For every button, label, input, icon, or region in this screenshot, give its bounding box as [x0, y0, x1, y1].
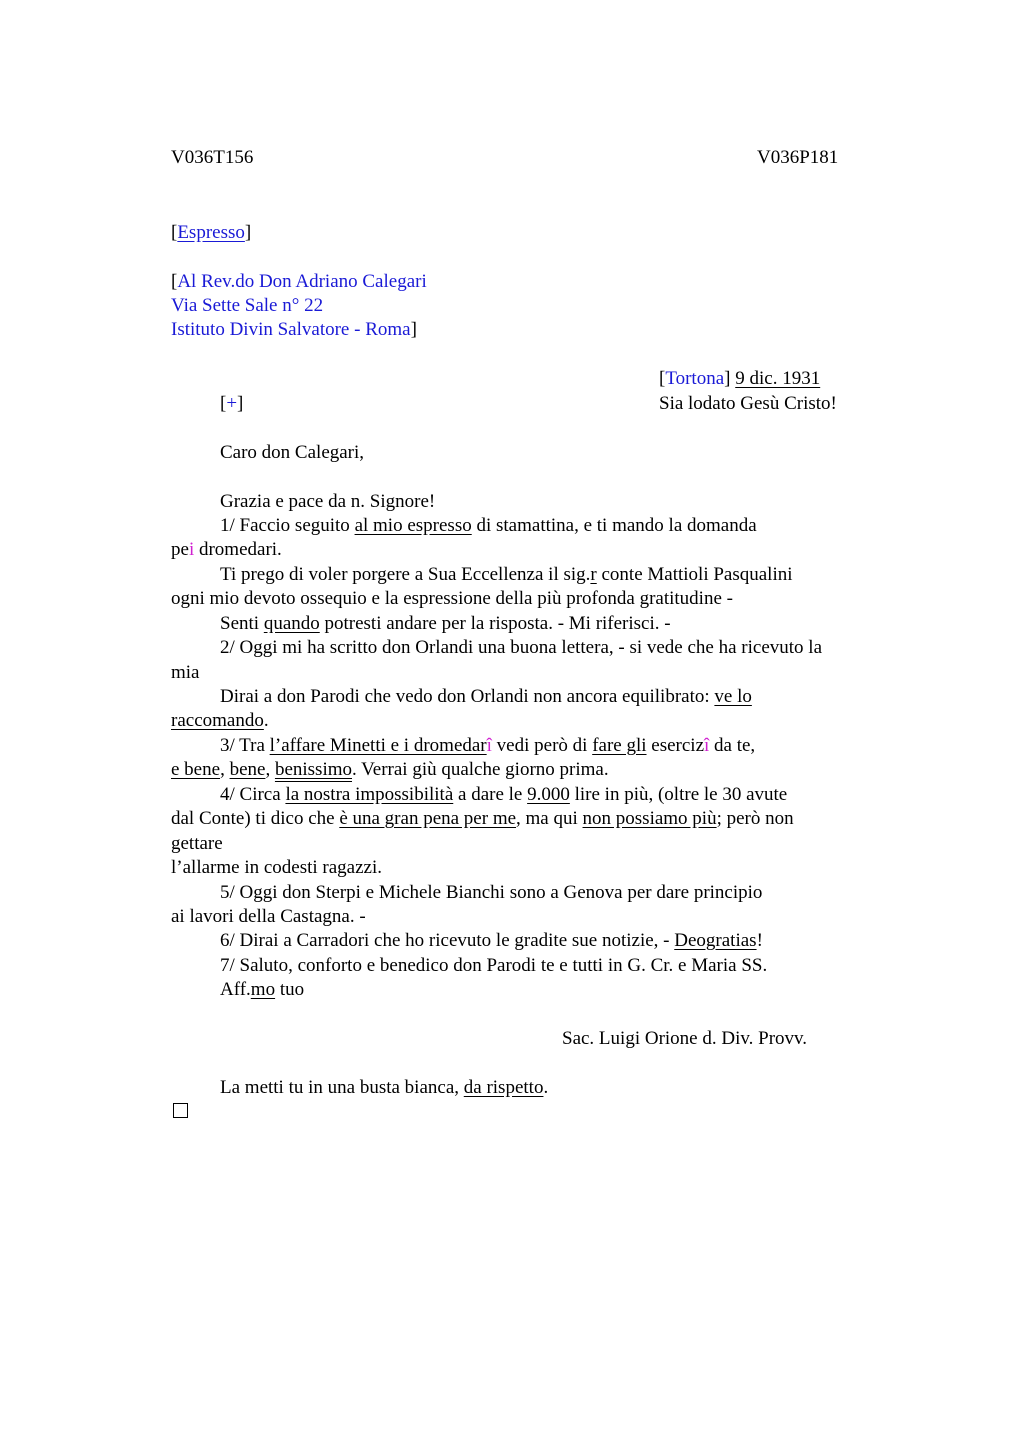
- body-line: Senti quando potresti andare per la risposta. - Mi riferisci. -: [220, 613, 671, 634]
- postscript: La metti tu in una busta bianca, da rispetto.: [220, 1077, 549, 1098]
- body-line: 1/ Faccio seguito al mio espresso di stamattina, e ti mando la domanda: [220, 515, 757, 536]
- closing-line: Aff.mo tuo: [220, 979, 305, 1000]
- espresso-label: Espresso: [177, 222, 245, 243]
- place-name: Tortona: [665, 368, 725, 389]
- body-line: raccomando.: [171, 710, 269, 731]
- espresso-note: [Espresso]: [171, 222, 252, 243]
- body-line: 7/ Saluto, conforto e benedico don Parodi te e tutti in G. Cr. e Maria SS.: [220, 955, 768, 976]
- letter-date: 9 dic. 1931: [735, 368, 821, 389]
- body-line: ai lavori della Castagna. -: [171, 906, 366, 927]
- body-line: e bene, bene, benissimo. Verrai giù qualche giorno prima.: [171, 759, 609, 780]
- document-code-left: V036T156: [171, 147, 254, 168]
- address-line-1: [Al Rev.do Don Adriano Calegari: [171, 271, 427, 292]
- body-line: pei dromedari.: [171, 539, 282, 560]
- body-line: 6/ Dirai a Carradori che ho ricevuto le gradite sue notizie, - Deogratias!: [220, 930, 763, 951]
- address-line-3: Istituto Divin Salvatore - Roma]: [171, 319, 417, 340]
- signature: Sac. Luigi Orione d. Div. Provv.: [562, 1028, 808, 1049]
- body-line: dal Conte) ti dico che è una gran pena per me, ma qui non possiamo più; però non: [171, 808, 794, 829]
- greeting-line: Grazia e pace da n. Signore!: [220, 491, 436, 512]
- dateline: [Tortona] 9 dic. 1931: [659, 368, 821, 389]
- body-line: 5/ Oggi don Sterpi e Michele Bianchi sono a Genova per dare principio: [220, 882, 763, 903]
- cross-mark: [+]: [220, 393, 244, 414]
- body-line: Ti prego di voler porgere a Sua Eccellenza il sig.r conte Mattioli Pasqualini: [220, 564, 793, 585]
- body-line: Dirai a don Parodi che vedo don Orlandi non ancora equilibrato: ve lo: [220, 686, 752, 707]
- body-line: 2/ Oggi mi ha scritto don Orlandi una buona lettera, - si vede che ha ricevuto la: [220, 637, 823, 658]
- address-line-2: Via Sette Sale n° 22: [171, 295, 324, 316]
- body-line: mia: [171, 662, 200, 683]
- praise-line: Sia lodato Gesù Cristo!: [659, 393, 837, 414]
- salutation: Caro don Calegari,: [220, 442, 365, 463]
- body-line: 3/ Tra l’affare Minetti e i dromedarî vedi però di fare gli esercizî da te,: [220, 735, 756, 756]
- body-line: ogni mio devoto ossequio e la espressione della più profonda gratitudine -: [171, 588, 733, 609]
- body-line: 4/ Circa la nostra impossibilità a dare le 9.000 lire in più, (oltre le 30 avute: [220, 784, 788, 805]
- body-line: l’allarme in codesti ragazzi.: [171, 857, 383, 878]
- end-marker-box: [173, 1103, 188, 1118]
- document-code-right: V036P181: [757, 147, 839, 168]
- body-line: gettare: [171, 833, 223, 854]
